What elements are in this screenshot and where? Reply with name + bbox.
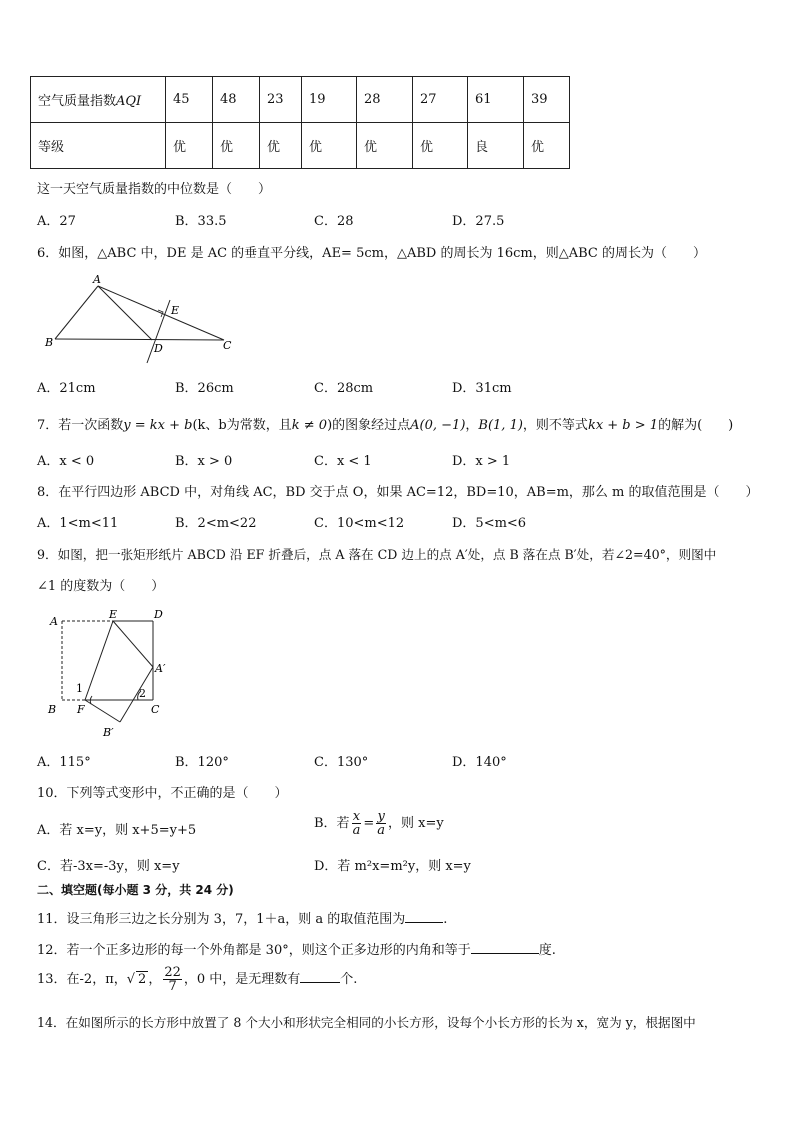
grade-cell: 优 xyxy=(213,123,260,169)
grade-cell: 优 xyxy=(413,123,468,169)
q11-stem xyxy=(37,908,447,927)
segment-bc xyxy=(55,339,224,340)
q7-inequality: kx + b > 1 xyxy=(587,418,659,433)
label-b: B xyxy=(45,336,54,349)
q13-stem xyxy=(37,966,357,993)
q12-tail: 度. xyxy=(538,943,556,958)
grade-cell: 优 xyxy=(166,123,213,169)
q10-option-c: C．若-3x=-3y，则 x=y xyxy=(37,859,180,874)
label-f: F xyxy=(77,703,85,716)
label-a: A xyxy=(93,273,101,286)
aqi-value-cell: 19 xyxy=(302,77,357,123)
q6-option-b: B．26cm xyxy=(175,381,234,396)
fold-line-ef xyxy=(85,621,113,700)
aqi-value-cell: 39 xyxy=(524,77,570,123)
q9-stem-line2: ∠1 的度数为（ ） xyxy=(37,579,165,594)
q7-func: y = kx + b xyxy=(123,418,193,433)
q9-option-a: A．115° xyxy=(37,755,91,770)
q10-stem: 10．下列等式变形中，不正确的是（ ） xyxy=(37,786,288,801)
q9-rectangle-figure xyxy=(40,605,190,740)
grade-cell: 优 xyxy=(357,123,413,169)
q8-option-a: A．1<m<11 xyxy=(37,516,119,531)
label-c: C xyxy=(223,339,232,352)
q7-mid1: (k、b为常数，且 xyxy=(192,418,292,433)
denominator: a xyxy=(377,823,385,838)
aqi-value-cell: 45 xyxy=(166,77,213,123)
answer-blank[interactable] xyxy=(300,970,340,983)
grade-header-cell: 等级 xyxy=(31,123,166,169)
q12-text: 12．若一个正多边形的每一个外角都是 30°，则这个正多边形的内角和等于 xyxy=(37,943,471,958)
grade-cell: 优 xyxy=(524,123,570,169)
sqrt-radicand: 2 xyxy=(138,972,147,987)
q9-stem-line1: 9．如图，把一张矩形纸片 ABCD 沿 EF 折叠后，点 A 落在 CD 边上的点 A′处，点 B 落在点 B′处，若∠2=40°，则图中 xyxy=(37,547,717,562)
q5-option-b: B．33.5 xyxy=(175,214,227,229)
sqrt-icon: √ xyxy=(126,972,136,987)
aqi-value-cell: 23 xyxy=(260,77,302,123)
label-c: C xyxy=(151,703,160,716)
q7-option-b: B．x > 0 xyxy=(175,454,233,469)
section-heading: 二、填空题(每小题 3 分，共 24 分) xyxy=(37,883,234,897)
table-row xyxy=(31,123,570,169)
q9-option-b: B．120° xyxy=(175,755,229,770)
q7-point-b: B(1, 1) xyxy=(478,418,523,433)
label-b: B xyxy=(48,703,57,716)
fraction-x-over-a xyxy=(352,810,362,837)
denominator: 7 xyxy=(168,979,177,994)
numerator: 22 xyxy=(164,965,181,980)
q6-stem: 6．如图，△ABC 中，DE 是 AC 的垂直平分线，AE= 5cm，△ABD 的周长为 16cm，则△ABC 的周长为（ ） xyxy=(37,246,706,261)
q7-mid2: )的图象经过点 xyxy=(327,418,411,433)
q7-option-a: A．x < 0 xyxy=(37,454,95,469)
equals-sign: = xyxy=(363,816,375,831)
q7-stem xyxy=(37,414,733,433)
label-e: E xyxy=(109,608,118,621)
q7-sep: ， xyxy=(465,418,479,433)
q8-option-b: B．2<m<22 xyxy=(175,516,257,531)
q10-option-b-prefix: B．若 xyxy=(314,816,350,831)
segment-ac xyxy=(98,286,224,340)
q6-option-a: A．21cm xyxy=(37,381,96,396)
q6-triangle-figure xyxy=(40,270,240,370)
q11-tail: . xyxy=(443,912,448,927)
aqi-header-cell xyxy=(31,77,166,123)
segment-ad xyxy=(98,286,152,340)
q13-sep: ， xyxy=(148,972,162,987)
grade-cell: 优 xyxy=(260,123,302,169)
q6-option-c: C．28cm xyxy=(314,381,374,396)
q10-option-b xyxy=(314,810,444,837)
q7-option-c: C．x < 1 xyxy=(314,454,372,469)
answer-blank[interactable] xyxy=(405,910,443,923)
label-a-prime: A′ xyxy=(155,662,166,675)
q10-option-b-suffix: ，则 x=y xyxy=(388,816,444,831)
aqi-value-cell: 61 xyxy=(468,77,524,123)
segment-ea2 xyxy=(113,621,153,667)
label-b-prime: B′ xyxy=(103,726,114,739)
label-a: A xyxy=(50,615,58,628)
answer-blank[interactable] xyxy=(471,941,539,954)
q13-tail: 个. xyxy=(340,972,358,987)
aqi-value-cell: 27 xyxy=(413,77,468,123)
q13-text-2: ，0 中，是无理数有 xyxy=(183,972,301,987)
q7-option-d: D．x > 1 xyxy=(452,454,511,469)
denominator: a xyxy=(352,823,361,838)
segment-ab xyxy=(55,286,98,339)
table-row xyxy=(31,77,570,123)
q8-option-c: C．10<m<12 xyxy=(314,516,405,531)
q5-stem: 这一天空气质量指数的中位数是（ ） xyxy=(37,182,272,197)
q13-text: 13．在-2，π， xyxy=(37,972,127,987)
aqi-header-label: 空气质量指数 xyxy=(38,94,117,109)
q11-text: 11．设三角形三边之长分别为 3，7，1＋a，则 a 的取值范围为 xyxy=(37,912,406,927)
q6-option-d: D．31cm xyxy=(452,381,512,396)
numerator: x xyxy=(352,809,361,824)
label-d: D xyxy=(154,608,163,621)
q7-num: 7．若一次函数 xyxy=(37,418,124,433)
q7-point-a: A(0, −1) xyxy=(410,418,466,433)
label-angle-2: 2 xyxy=(139,687,146,700)
segment-a2b2 xyxy=(120,667,153,722)
aqi-table xyxy=(30,76,570,169)
aqi-value-cell: 28 xyxy=(357,77,413,123)
q5-option-d: D．27.5 xyxy=(452,214,505,229)
label-e: E xyxy=(171,304,180,317)
q7-tail: 的解为( ) xyxy=(658,418,734,433)
q5-option-c: C．28 xyxy=(314,214,354,229)
q12-stem xyxy=(37,939,556,958)
numerator: y xyxy=(377,809,385,824)
fraction-y-over-a xyxy=(376,810,386,837)
q8-option-d: D．5<m<6 xyxy=(452,516,527,531)
fraction-22-over-7 xyxy=(163,966,182,993)
q10-option-d: D．若 m²x=m²y，则 x=y xyxy=(314,859,471,874)
aqi-header-var: AQI xyxy=(116,94,142,109)
right-angle-mark xyxy=(158,310,163,317)
q7-cond: k ≠ 0 xyxy=(291,418,328,433)
q9-option-d: D．140° xyxy=(452,755,507,770)
q7-mid3: ，则不等式 xyxy=(522,418,588,433)
grade-cell: 优 xyxy=(302,123,357,169)
q5-option-a: A．27 xyxy=(37,214,76,229)
q14-stem: 14．在如图所示的长方形中放置了 8 个大小和形状完全相同的小长方形，设每个小长方形的长为 x，宽为 y，根据图中 xyxy=(37,1015,696,1030)
label-d: D xyxy=(154,342,163,355)
q8-stem: 8．在平行四边形 ABCD 中，对角线 AC，BD 交于点 O，如果 AC=12，BD=10，AB=m，那么 m 的取值范围是（ ） xyxy=(37,485,759,500)
grade-cell: 良 xyxy=(468,123,524,169)
q9-option-c: C．130° xyxy=(314,755,369,770)
label-angle-1: 1 xyxy=(76,682,83,695)
aqi-value-cell: 48 xyxy=(213,77,260,123)
q10-option-a: A．若 x=y，则 x+5=y+5 xyxy=(37,823,197,838)
